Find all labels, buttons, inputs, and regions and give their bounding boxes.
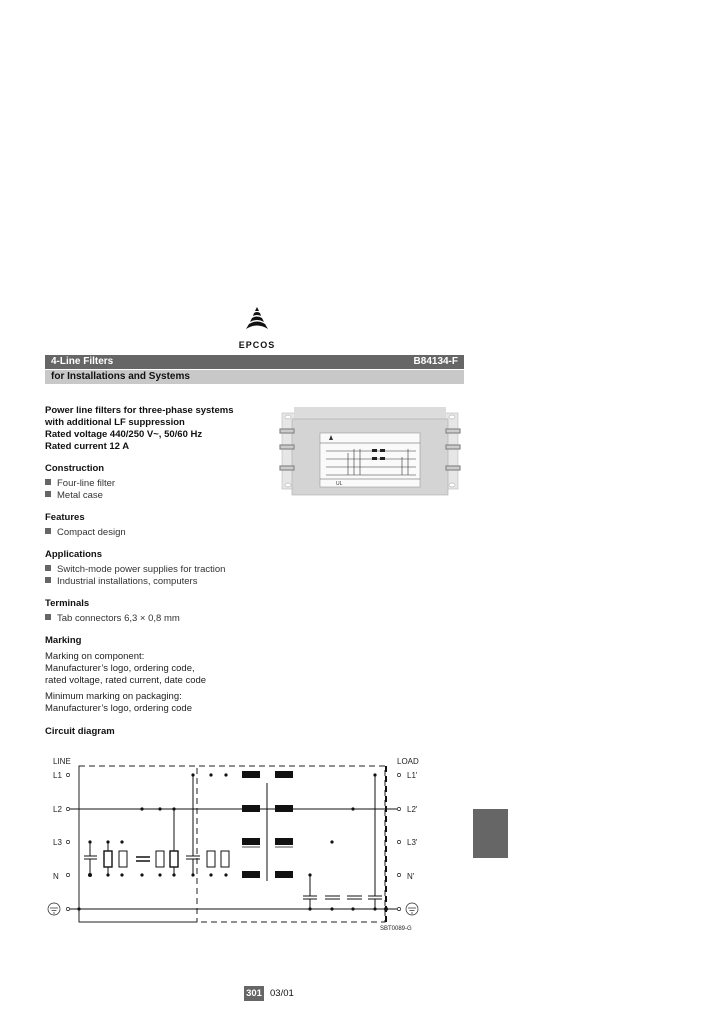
logo-text: EPCOS bbox=[238, 340, 276, 350]
section-heading-terminals: Terminals bbox=[45, 598, 90, 609]
earth-icon bbox=[48, 903, 60, 915]
marking-line: Manufacturer’s logo, ordering code bbox=[45, 703, 192, 714]
list-item: Tab connectors 6,3 × 0,8 mm bbox=[45, 613, 180, 625]
list-item: Industrial installations, computers bbox=[45, 576, 197, 588]
intro-block bbox=[45, 405, 233, 453]
epcos-triangle-icon bbox=[242, 306, 272, 334]
line-label: LINE bbox=[53, 757, 71, 766]
bullet-square-icon bbox=[45, 479, 51, 485]
earth-icon bbox=[406, 903, 418, 915]
terminal-l2-out: L2' bbox=[407, 805, 418, 814]
figure-code: SBT0089-G bbox=[380, 926, 412, 932]
terminal-n-out: N' bbox=[407, 872, 415, 881]
marking-line: Minimum marking on packaging: bbox=[45, 691, 182, 702]
bullet-square-icon bbox=[45, 528, 51, 534]
bullet-square-icon bbox=[45, 565, 51, 571]
title-bar bbox=[45, 355, 464, 369]
bullet-square-icon bbox=[45, 577, 51, 583]
section-heading-features: Features bbox=[45, 512, 85, 523]
epcos-logo bbox=[232, 306, 282, 350]
product-photo bbox=[276, 405, 464, 497]
intro-line: Power line filters for three-phase systems bbox=[45, 405, 234, 416]
terminal-l2: L2 bbox=[53, 805, 62, 814]
intro-line: with additional LF suppression bbox=[45, 417, 185, 428]
section-heading-circuit: Circuit diagram bbox=[45, 726, 115, 737]
circuit-diagram bbox=[40, 750, 440, 940]
terminal-l3-out: L3' bbox=[407, 838, 418, 847]
list-item: Metal case bbox=[45, 490, 103, 502]
marking-line: Manufacturer’s logo, ordering code, bbox=[45, 663, 195, 674]
section-heading-applications: Applications bbox=[45, 549, 103, 560]
terminal-l1: L1 bbox=[53, 771, 62, 780]
terminal-n: N bbox=[53, 872, 59, 881]
section-heading-marking: Marking bbox=[45, 635, 82, 646]
terminal-l3: L3 bbox=[53, 838, 62, 847]
subtitle-bar bbox=[45, 370, 464, 384]
svg-text:UL: UL bbox=[336, 481, 343, 487]
bullet-square-icon bbox=[45, 491, 51, 497]
terminal-l1-out: L1' bbox=[407, 771, 418, 780]
intro-line: Rated current 12 A bbox=[45, 441, 130, 452]
issue-date: 03/01 bbox=[270, 988, 294, 999]
list-item: Compact design bbox=[45, 527, 126, 539]
section-heading-construction: Construction bbox=[45, 463, 105, 474]
list-item: Four-line filter bbox=[45, 478, 115, 490]
page-title: 4-Line Filters bbox=[51, 356, 114, 367]
page-number: 301 bbox=[244, 986, 264, 1001]
page-subtitle: for Installations and Systems bbox=[51, 371, 190, 382]
marking-line: rated voltage, rated current, date code bbox=[45, 675, 207, 686]
list-item: Switch-mode power supplies for traction bbox=[45, 564, 225, 576]
part-number: B84134-F bbox=[413, 356, 458, 367]
load-label: LOAD bbox=[397, 757, 419, 766]
section-tab-marker bbox=[473, 809, 508, 858]
marking-line: Marking on component: bbox=[45, 651, 145, 662]
bullet-square-icon bbox=[45, 614, 51, 620]
intro-line: Rated voltage 440/250 V~, 50/60 Hz bbox=[45, 429, 203, 440]
